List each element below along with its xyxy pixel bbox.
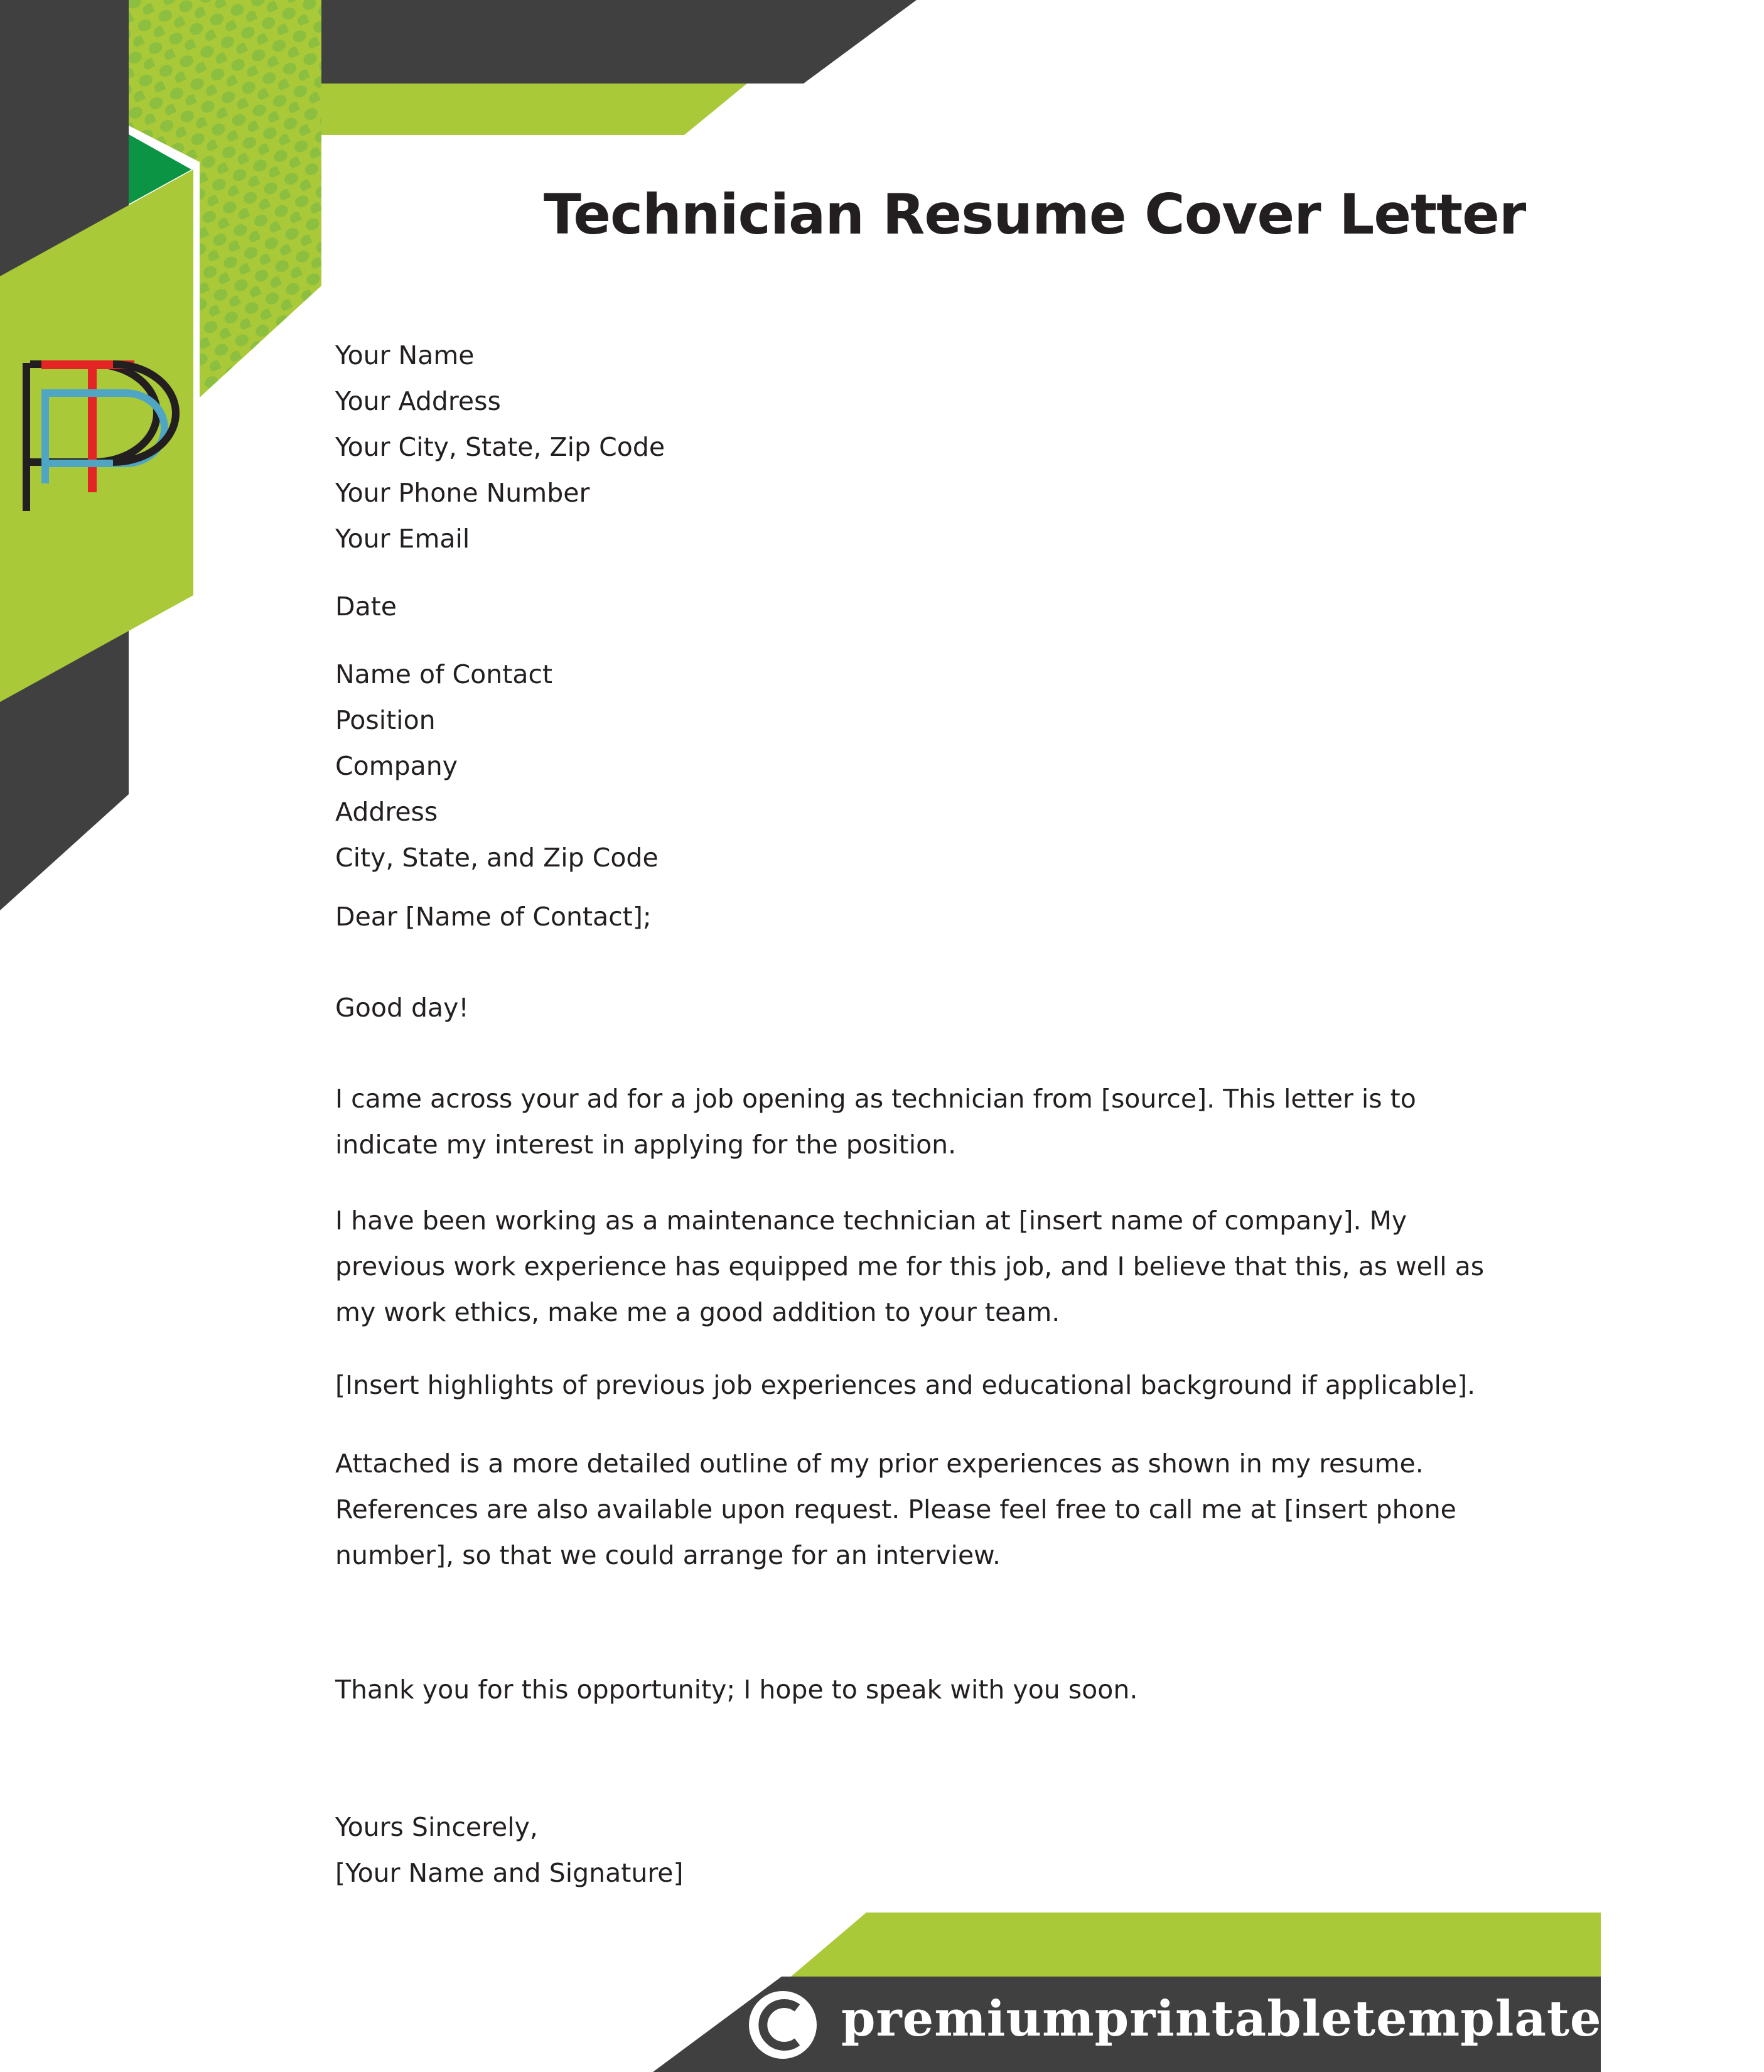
recipient-address: Address [335,797,438,827]
sender-block [335,333,1515,562]
body-paragraph-2: I have been working as a maintenance technician at [insert name of company]. My previous work experience has equipped me for this job, and I believe that this, as well as my work ethics, make me a good addition to your team. [335,1206,1485,1327]
recipient-block [335,652,1515,881]
signoff: Yours Sincerely, [335,1812,538,1842]
signoff-block [335,1805,1515,1896]
footer-website: premiumprintabletemplates.com [841,1990,1764,2048]
closing-line: Thank you for this opportunity; I hope to speak with you soon. [335,1675,1138,1705]
body-paragraph-1: I came across your ad for a job opening as technician from [source]. This letter is to indicate my interest in applying for the position. [335,1084,1416,1160]
copyright-icon [749,1991,817,2059]
recipient-name: Name of Contact [335,659,553,689]
sender-city: Your City, State, Zip Code [335,432,665,462]
sender-name: Your Name [335,340,475,370]
bottom-lime-band [791,1913,1601,1977]
recipient-position: Position [335,705,436,735]
recipient-city: City, State, and Zip Code [335,843,659,873]
salutation: Dear [Name of Contact]; [335,902,652,932]
page-title: Technician Resume Cover Letter [544,182,1526,247]
recipient-company: Company [335,751,458,781]
body-paragraph-4: Attached is a more detailed outline of my prior experiences as shown in my resume. References are also available upon request. Please feel free to call me at [insert phone number], so that we could arrange for an interview. [335,1449,1456,1570]
greeting: Good day! [335,993,469,1023]
top-dark-band [321,0,917,84]
sender-phone: Your Phone Number [335,478,590,508]
top-lime-band [321,84,747,135]
signature: [Your Name and Signature] [335,1858,684,1888]
body-paragraph-3: [Insert highlights of previous job experiences and educational background if applicable]. [335,1370,1476,1400]
date-line: Date [335,591,397,622]
sender-address: Your Address [335,386,501,416]
sender-email: Your Email [335,524,470,554]
